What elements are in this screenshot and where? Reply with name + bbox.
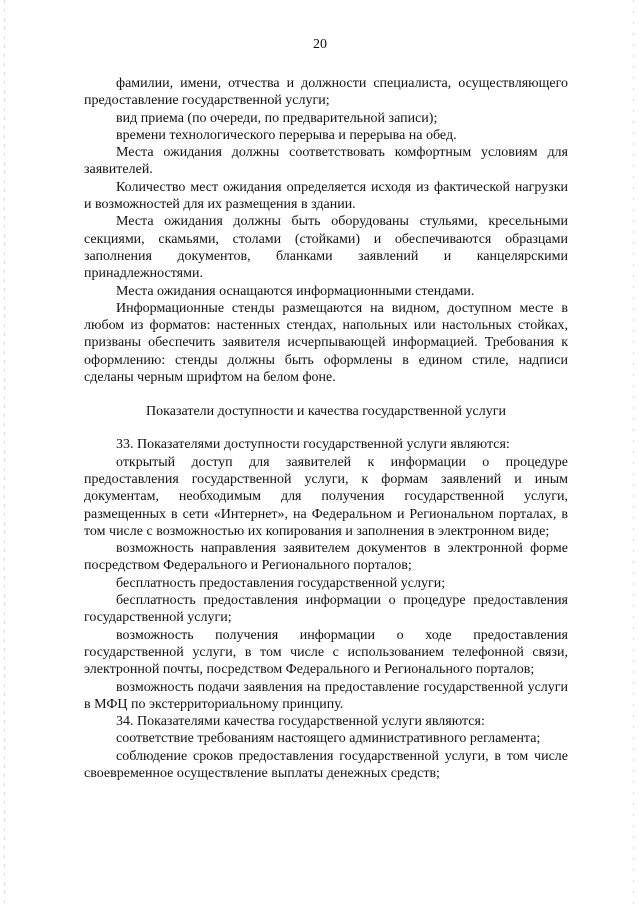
paragraph: Места ожидания должны соответствовать комфортным условиям для заявителей.: [84, 145, 568, 178]
scan-edge-left: [4, 0, 5, 905]
document-body: [84, 75, 568, 782]
paragraph: соблюдение сроков предоставления государственной услуги, в том числе своевременное осуществление выплаты денежных средств;: [84, 748, 568, 781]
paragraph: возможность подачи заявления на предоставление государственной услуги в МФЦ по экстерриториальному принципу.: [84, 679, 568, 712]
paragraph: Информационные стенды размещаются на видном, доступном месте в любом из форматов: настенных стендах, напольных или настольных стойках, призваны обеспечить заявителя исчерпывающей информацией. Требования к оформлению: стенды должны быть оформлены в едином стиле, надписи сделаны черным шрифтом на белом фоне.: [84, 300, 568, 386]
paragraph: 34. Показателями качества государственной услуги являются:: [116, 714, 485, 730]
paragraph: бесплатность предоставления информации о процедуре предоставления государственной услуги;: [84, 593, 568, 626]
paragraph: фамилии, имени, отчества и должности специалиста, осуществляющего предоставление государственной услуги;: [84, 76, 568, 109]
paragraph: соответствие требованиям настоящего административного регламента;: [116, 731, 541, 747]
scan-edge-right: [633, 0, 634, 905]
paragraph: вид приема (по очереди, по предварительной записи);: [116, 110, 438, 126]
paragraph: 33. Показателями доступности государственной услуги являются:: [116, 437, 510, 453]
paragraph: времени технологического перерыва и перерыва на обед.: [116, 127, 457, 143]
section-heading: Показатели доступности и качества государственной услуги: [146, 404, 506, 420]
page-number: 20: [313, 37, 327, 52]
paragraph: Места ожидания должны быть оборудованы стульями, кресельными секциями, скамьями, столами (стойками) и обеспечиваются образцами заполнения документов, бланками заявлений и канцелярскими принадлежностями.: [84, 214, 568, 282]
paragraph: возможность направления заявителем документов в электронной форме посредством Федерального и Регионального порталов;: [84, 541, 568, 574]
paragraph: Места ожидания оснащаются информационными стендами.: [116, 283, 475, 299]
paragraph: Количество мест ожидания определяется исходя из фактической нагрузки и возможностей для их размещения в здании.: [84, 179, 568, 213]
paragraph: открытый доступ для заявителей к информации о процедуре предоставления государственной услуги, к формам заявлений и иным документам, необходимым для получения государственной услуги, размещенных в сети «Интернет», на Федеральном и Региональном порталах, в том числе с возможностью их копирования и заполнения в электронном виде;: [84, 454, 568, 539]
paragraph: возможность получения информации о ходе предоставления государственной услуги, в том числе с использованием телефонной связи, электронной почты, посредством Федерального и Регионального порталов;: [84, 627, 568, 678]
paragraph: бесплатность предоставления государственной услуги;: [116, 575, 446, 591]
